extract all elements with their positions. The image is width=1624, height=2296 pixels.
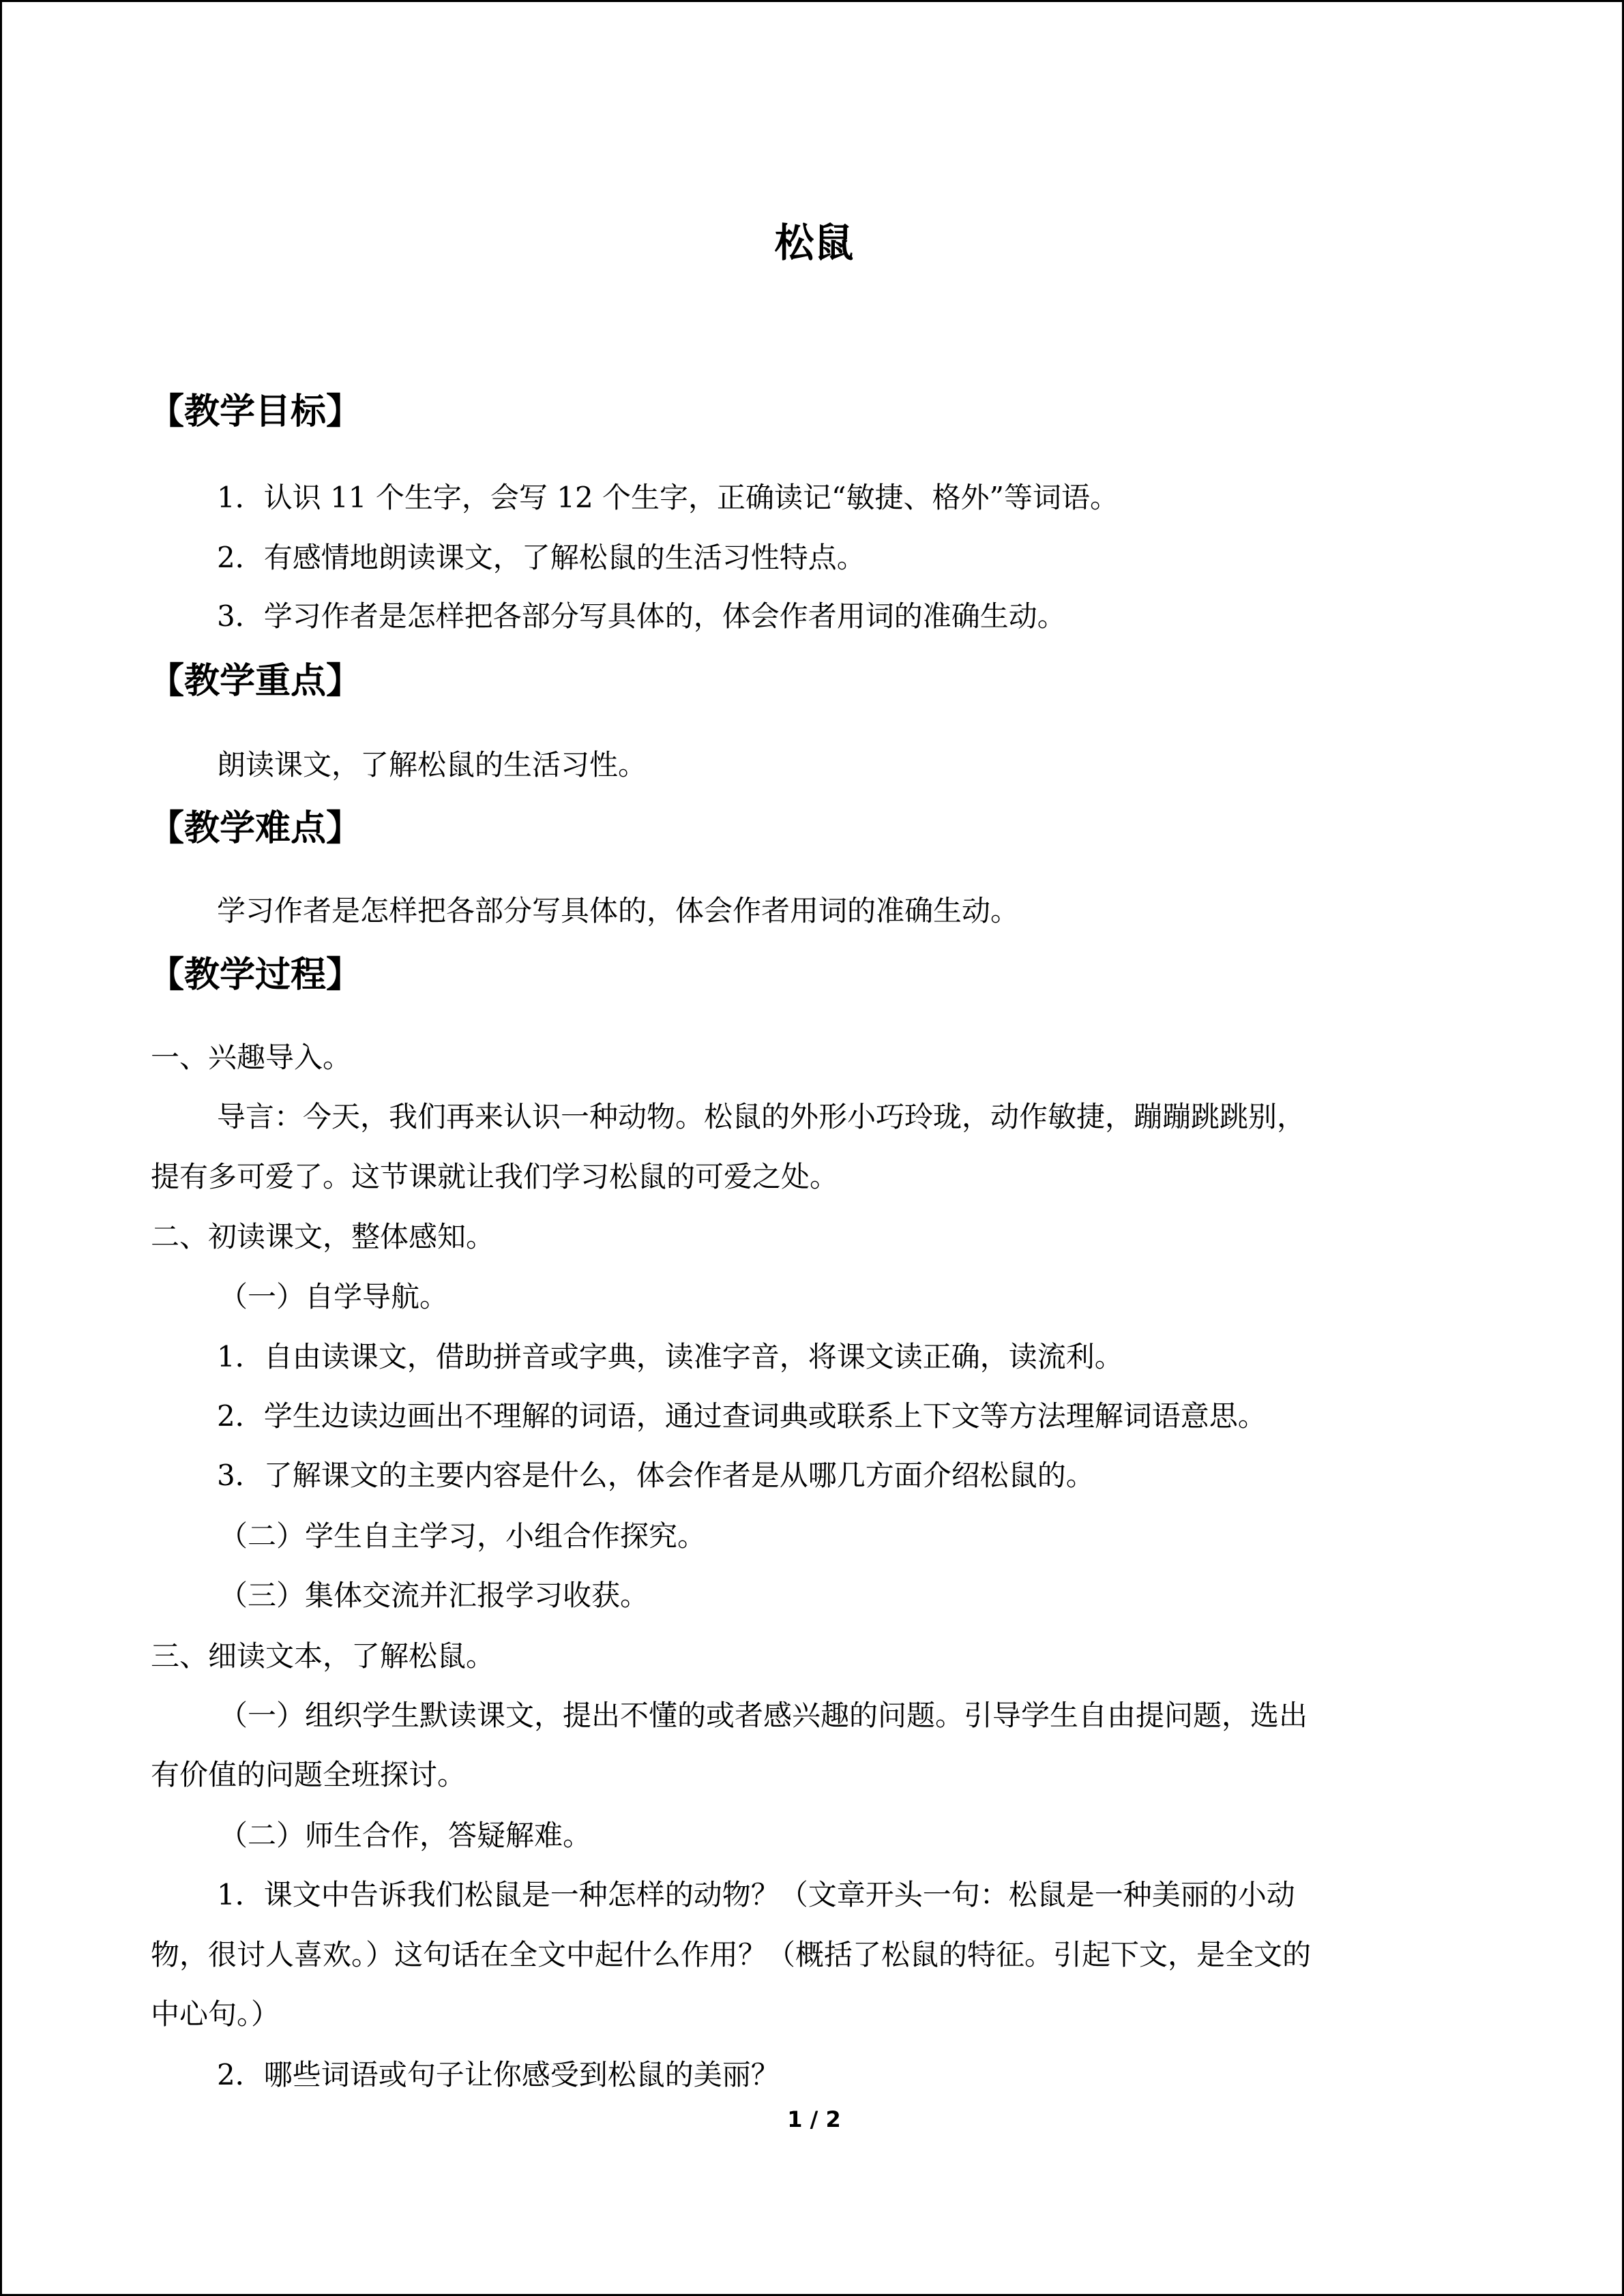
step-2-item-3: 3．了解课文的主要内容是什么，体会作者是从哪几方面介绍松鼠的。: [217, 1459, 1095, 1492]
section-heading-difficult-points: 【教学难点】: [149, 808, 362, 849]
section-heading-goals: 【教学目标】: [149, 391, 362, 432]
intro-paragraph-line-2: 提有多可爱了。这节课就让我们学习松鼠的可爱之处。: [151, 1160, 839, 1193]
step-2-subsection-1: （一）自学导航。: [219, 1280, 449, 1313]
step-3-subsection-2: （二）师生合作，答疑解难。: [219, 1819, 592, 1852]
key-points-text: 朗读课文，了解松鼠的生活习性。: [217, 748, 647, 781]
step-3-question-1-line-2: 物，很讨人喜欢。）这句话在全文中起什么作用？（概括了松鼠的特征。引起下文，是全文的: [151, 1938, 1312, 1971]
goal-item-3: 3．学习作者是怎样把各部分写具体的，体会作者用词的准确生动。: [217, 599, 1066, 633]
step-2-subsection-3: （三）集体交流并汇报学习收获。: [219, 1579, 649, 1612]
difficult-points-text: 学习作者是怎样把各部分写具体的，体会作者用词的准确生动。: [217, 894, 1020, 927]
intro-paragraph-line-1: 导言：今天，我们再来认识一种动物。松鼠的外形小巧玲珑，动作敏捷，蹦蹦跳跳别，: [217, 1100, 1306, 1133]
goal-item-1: 1．认识 11 个生字，会写 12 个生字，正确读记“敏捷、格外”等词语。: [217, 481, 1119, 514]
step-2-item-1: 1．自由读课文，借助拼音或字典，读准字音，将课文读正确，读流利。: [217, 1340, 1123, 1373]
step-3-question-1-line-1: 1．课文中告诉我们松鼠是一种怎样的动物？（文章开头一句：松鼠是一种美丽的小动: [217, 1878, 1295, 1911]
section-heading-process: 【教学过程】: [149, 955, 362, 996]
step-3-subsection-1-line-2: 有价值的问题全班探讨。: [151, 1758, 467, 1791]
page-number: 1 / 2: [787, 2106, 841, 2132]
goal-item-2: 2．有感情地朗读课文，了解松鼠的生活习性特点。: [217, 541, 866, 574]
step-3-question-1-line-3: 中心句。）: [151, 1997, 280, 2031]
step-3-subsection-1-line-1: （一）组织学生默读课文，提出不懂的或者感兴趣的问题。引导学生自由提问题，选出: [219, 1699, 1308, 1732]
step-2-subsection-2: （二）学生自主学习，小组合作探究。: [219, 1519, 707, 1553]
section-heading-key-points: 【教学重点】: [149, 661, 362, 702]
document-title: 松鼠: [774, 220, 854, 266]
process-step-2-title: 二、初读课文，整体感知。: [151, 1220, 495, 1253]
process-step-1-title: 一、兴趣导入。: [151, 1041, 352, 1074]
step-3-question-2: 2．哪些词语或句子让你感受到松鼠的美丽？: [217, 2058, 780, 2091]
process-step-3-title: 三、细读文本，了解松鼠。: [151, 1639, 495, 1673]
step-2-item-2: 2．学生边读边画出不理解的词语，通过查词典或联系上下文等方法理解词语意思。: [217, 1399, 1267, 1433]
